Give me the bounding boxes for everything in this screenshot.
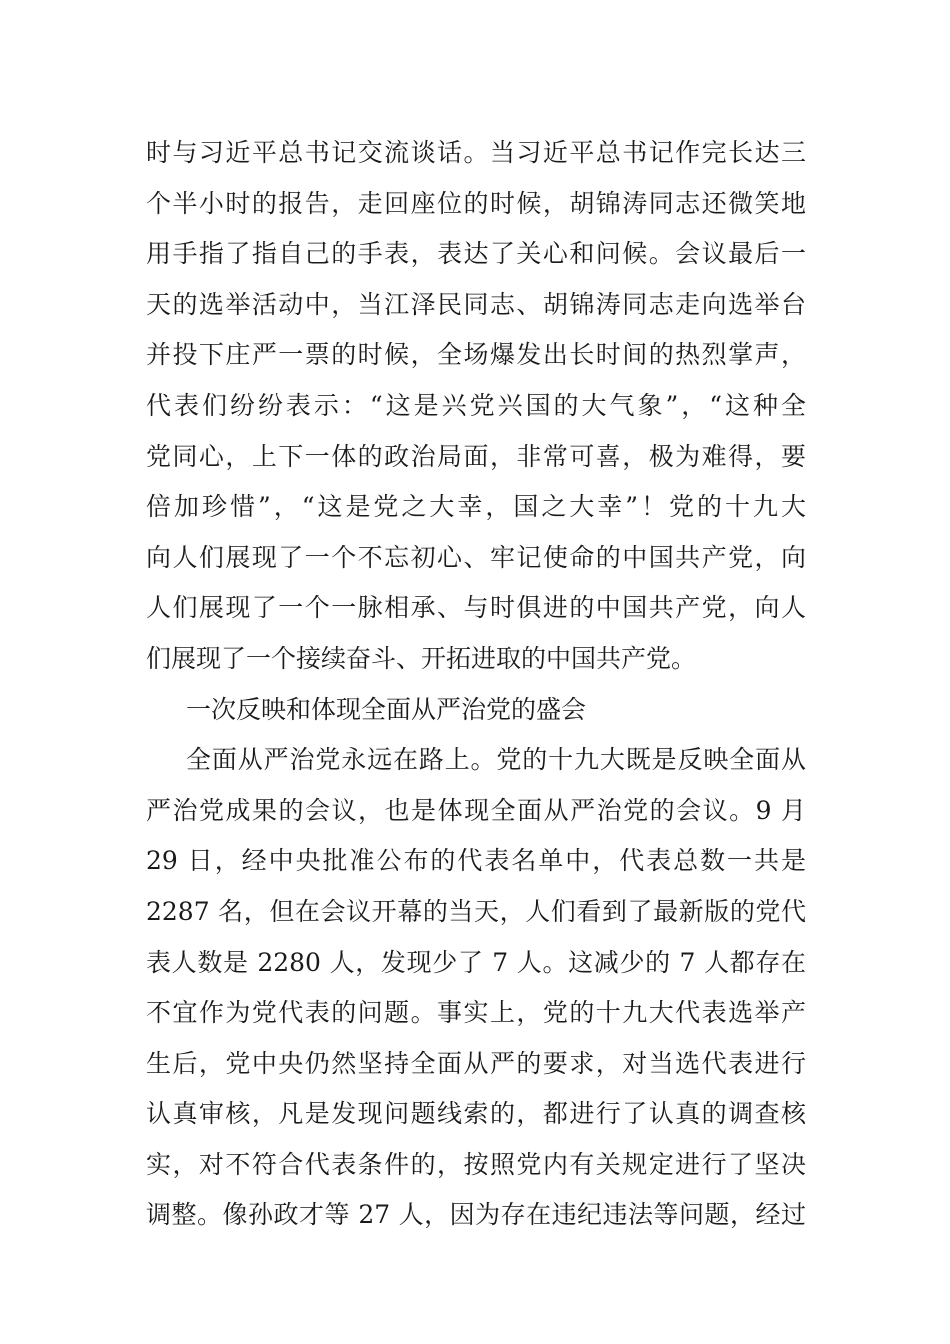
text-line: 党同心，上下一体的政治局面，非常可喜，极为难得，要 bbox=[146, 441, 806, 471]
text-line: 并投下庄严一票的时候，全场爆发出长时间的热烈掌声， bbox=[146, 340, 806, 370]
text-line: 天的选举活动中，当江泽民同志、胡锦涛同志走向选举台 bbox=[146, 289, 806, 319]
text-line: 调整。像孙政才等 27 人，因为存在违纪违法等问题，经过 bbox=[146, 1200, 806, 1230]
text-line: 倍加珍惜”，“这是党之大幸，国之大幸”！党的十九大 bbox=[146, 492, 806, 522]
text-line: 2287 名，但在会议开幕的当天，人们看到了最新版的党代 bbox=[146, 896, 806, 926]
text-line: 向人们展现了一个不忘初心、牢记使命的中国共产党，向 bbox=[146, 542, 806, 572]
text-line: 生后，党中央仍然坚持全面从严的要求，对当选代表进行 bbox=[146, 1048, 806, 1078]
text-line: 个半小时的报告，走回座位的时候，胡锦涛同志还微笑地 bbox=[146, 188, 806, 218]
text-line: 用手指了指自己的手表，表达了关心和问候。会议最后一 bbox=[146, 239, 806, 269]
body-text bbox=[146, 128, 806, 1241]
text-line: 代表们纷纷表示：“这是兴党兴国的大气象”，“这种全 bbox=[146, 390, 806, 420]
text-line: 严治党成果的会议，也是体现全面从严治党的会议。9 月 bbox=[146, 795, 806, 825]
text-line: 29 日，经中央批准公布的代表名单中，代表总数一共是 bbox=[146, 846, 806, 876]
text-line: 们展现了一个接续奋斗、开拓进取的中国共产党。 bbox=[146, 643, 697, 673]
text-line: 实，对不符合代表条件的，按照党内有关规定进行了坚决 bbox=[146, 1149, 806, 1179]
text-line: 表人数是 2280 人，发现少了 7 人。这减少的 7 人都存在 bbox=[146, 947, 806, 977]
text-line: 不宜作为党代表的问题。事实上，党的十九大代表选举产 bbox=[146, 998, 806, 1028]
section-heading: 一次反映和体现全面从严治党的盛会 bbox=[186, 694, 587, 724]
text-line: 时与习近平总书记交流谈话。当习近平总书记作完长达三 bbox=[146, 138, 806, 167]
text-line: 人们展现了一个一脉相承、与时俱进的中国共产党，向人 bbox=[146, 593, 806, 623]
text-line: 认真审核，凡是发现问题线索的，都进行了认真的调查核 bbox=[146, 1099, 806, 1129]
text-line: 全面从严治党永远在路上。党的十九大既是反映全面从 bbox=[186, 745, 806, 775]
